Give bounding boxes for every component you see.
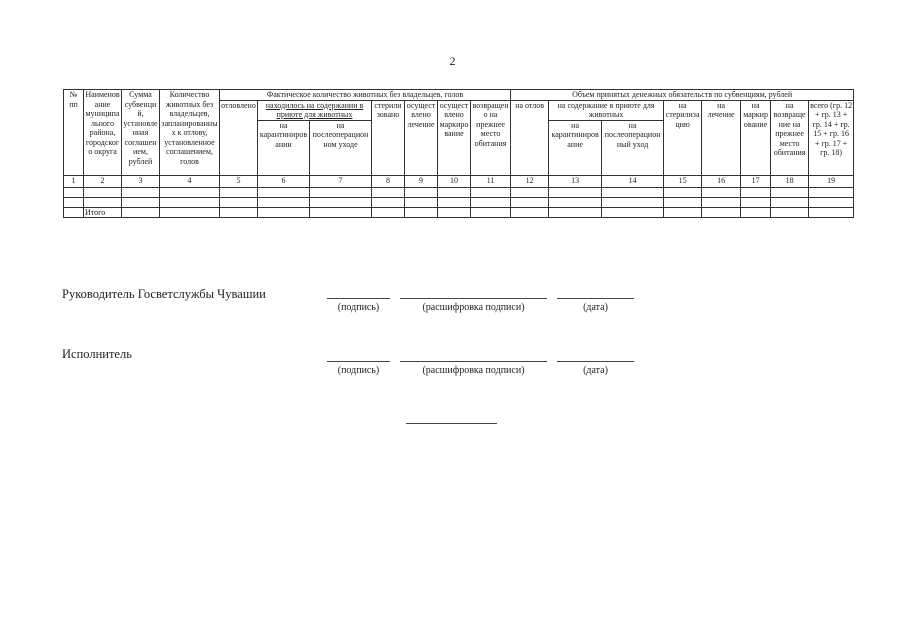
signature-name-line xyxy=(400,361,547,362)
table-row xyxy=(64,197,854,207)
total-label: Итого xyxy=(84,207,122,218)
column-number: 18 xyxy=(771,175,809,187)
header-treated: осуществлено лечение xyxy=(405,100,438,175)
header-name: Наименование муниципального района, городского округа xyxy=(84,90,122,176)
page-number: 2 xyxy=(449,54,456,68)
signature-line xyxy=(327,298,390,299)
header-caught: отловлено xyxy=(220,100,258,175)
column-number: 10 xyxy=(438,175,471,187)
column-number: 2 xyxy=(84,175,122,187)
header-group-actual-count: Фактическое количество животных без владельцев, голов xyxy=(220,90,511,101)
header-catch-cost: на отлов xyxy=(511,100,549,175)
column-number: 9 xyxy=(405,175,438,187)
signature-name-line xyxy=(400,298,547,299)
signature-date-caption: (дата) xyxy=(583,302,608,313)
header-return-cost: на возвращение на прежнее место обитания xyxy=(771,100,809,175)
header-quarantine-cost: на карантинирование xyxy=(549,120,602,175)
column-number: 14 xyxy=(602,175,664,187)
column-number: 1 xyxy=(64,175,84,187)
signature-role-head: Руководитель Госветслужбы Чувашии xyxy=(62,287,266,301)
signature-name-caption: (расшифровка подписи) xyxy=(422,365,525,376)
header-group-obligations: Объем принятых денежных обязательств по субвенциям, рублей xyxy=(511,90,854,101)
total-row xyxy=(64,207,854,218)
signature-role-executor: Исполнитель xyxy=(62,347,132,361)
column-number: 19 xyxy=(809,175,854,187)
column-number: 8 xyxy=(372,175,405,187)
header-sum: Сумма субвенций, установленная соглашением, рублей xyxy=(122,90,160,176)
header-total-cost: всего (гр. 12 + гр. 13 + гр. 14 + гр. 15 + гр. 16 + гр. 17 + гр. 18) xyxy=(809,100,854,175)
header-qty: Количество животных без владельцев, запланированных к отлову, установленное соглашением, голов xyxy=(160,90,220,176)
header-marking-cost: на маркирование xyxy=(741,100,771,175)
column-number: 11 xyxy=(471,175,511,187)
header-num: № пп xyxy=(64,90,84,176)
column-number: 16 xyxy=(702,175,741,187)
header-postop: на послеоперационном уходе xyxy=(310,120,372,175)
column-number: 4 xyxy=(160,175,220,187)
column-number: 17 xyxy=(741,175,771,187)
column-number: 7 xyxy=(310,175,372,187)
signature-date-line xyxy=(557,298,634,299)
header-marked: осуществлено маркирование xyxy=(438,100,471,175)
signature-name-caption: (расшифровка подписи) xyxy=(422,302,525,313)
header-shelter-cost: на содержание в приюте для животных xyxy=(549,100,664,120)
table-row xyxy=(64,187,854,197)
signature-line xyxy=(327,361,390,362)
header-returned: возвращено на прежнее место обитания xyxy=(471,100,511,175)
column-number: 15 xyxy=(664,175,702,187)
signature-date-line xyxy=(557,361,634,362)
column-number: 13 xyxy=(549,175,602,187)
column-number: 6 xyxy=(258,175,310,187)
column-numbers-row xyxy=(64,175,854,187)
closing-separator-line xyxy=(406,423,497,424)
report-table xyxy=(63,89,854,218)
header-treatment-cost: на лечение xyxy=(702,100,741,175)
header-shelter: находилось на содержании в приюте для животных xyxy=(258,100,372,120)
header-sterilization-cost: на стерилизацию xyxy=(664,100,702,175)
column-number: 12 xyxy=(511,175,549,187)
header-quarantine: на карантинировании xyxy=(258,120,310,175)
column-number: 3 xyxy=(122,175,160,187)
column-number: 5 xyxy=(220,175,258,187)
signature-date-caption: (дата) xyxy=(583,365,608,376)
header-postop-cost: на послеоперационный уход xyxy=(602,120,664,175)
signature-caption: (подпись) xyxy=(337,365,380,376)
signature-caption: (подпись) xyxy=(337,302,380,313)
header-sterilized: стерилизовано xyxy=(372,100,405,175)
